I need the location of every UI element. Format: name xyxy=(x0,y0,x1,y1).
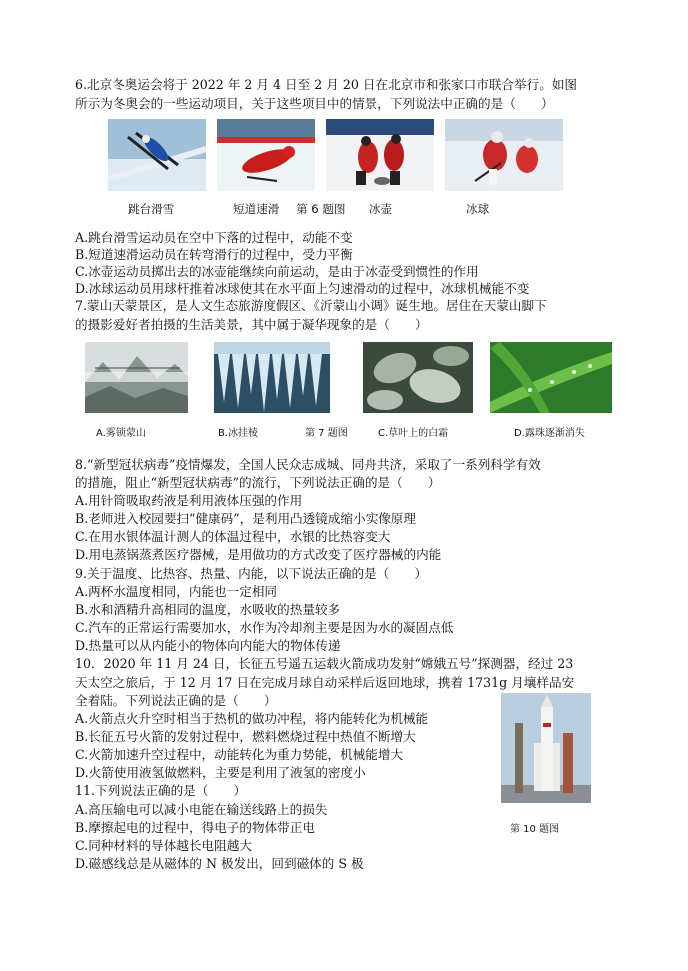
q8-option-d: D.用电蒸锅蒸煮医疗器械，是用做功的方式改变了医疗器械的内能 xyxy=(75,547,442,562)
q9-option-b: B.水和酒精升高相同的温度，水吸收的热量较多 xyxy=(75,602,341,617)
curling-photo xyxy=(326,119,434,191)
q10-option-c: C.火箭加速升空过程中，动能转化为重力势能，机械能增大 xyxy=(75,747,404,762)
q6-caption-curling: 冰壶 xyxy=(369,202,393,216)
dew-grass-photo xyxy=(490,342,612,413)
q8-option-b: B.老师进入校园要扫“健康码”，是利用凸透镜成缩小实像原理 xyxy=(75,511,416,526)
q7-stem-line-2: 的摄影爱好者拍摄的生活美景，其中属于凝华现象的是（ ） xyxy=(75,317,428,332)
frost-leaves-photo xyxy=(363,342,473,413)
q7-stem-line-1: 7.蒙山天蒙景区，是人文生态旅游度假区、《沂蒙山小调》诞生地。居住在天蒙山脚下 xyxy=(75,298,547,313)
q10-stem-line-1: 10．2020 年 11 月 24 日，长征五号遥五运载火箭成功发射“嫦娥五号”探测器，经过 23 xyxy=(75,656,574,671)
q6-option-b: B.短道速滑运动员在转弯滑行的过程中，受力平衡 xyxy=(75,247,353,262)
q6-option-a: A.跳台滑雪运动员在空中下落的过程中，动能不变 xyxy=(75,230,353,245)
q6-stem-line-1: 6.北京冬奥运会将于 2022 年 2 月 4 日至 2 月 20 日在北京市和张家口市联合举行。如图 xyxy=(75,77,577,92)
q10-option-a: A.火箭点火升空时相当于热机的做功冲程，将内能转化为机械能 xyxy=(75,711,429,726)
q11-option-d: D.磁感线总是从磁体的 N 极发出，回到磁体的 S 极 xyxy=(75,856,364,871)
q11-option-a: A.高压输电可以减小电能在输送线路上的损失 xyxy=(75,802,328,817)
q6-option-d: D.冰球运动员用球杆推着冰球使其在水平面上匀速滑动的过程中，冰球机械能不变 xyxy=(75,281,530,296)
ski-jumping-photo xyxy=(108,119,206,191)
q6-caption-ice-hockey: 冰球 xyxy=(466,202,490,216)
q7-caption-d: D.露珠逐渐消失 xyxy=(514,428,585,439)
q11-option-b: B.摩擦起电的过程中，得电子的物体带正电 xyxy=(75,820,315,835)
q6-option-c: C.冰壶运动员掷出去的冰壶能继续向前运动，是由于冰壶受到惯性的作用 xyxy=(75,264,479,279)
q6-figure-label: 第 6 题图 xyxy=(296,202,346,216)
q8-option-a: A.用针筒吸取药液是利用液体压强的作用 xyxy=(75,493,303,508)
q7-caption-c: C.草叶上的白霜 xyxy=(378,428,449,439)
icicles-photo xyxy=(214,342,330,413)
q7-caption-a: A.雾锁蒙山 xyxy=(96,428,146,439)
q11-option-c: C.同种材料的导体越长电阻越大 xyxy=(75,838,252,853)
q9-stem: 9.关于温度、比热容、热量、内能，以下说法正确的是（ ） xyxy=(75,566,428,581)
q9-option-c: C.汽车的正常运行需要加水，水作为冷却剂主要是因为水的凝固点低 xyxy=(75,620,454,635)
q8-stem-line-1: 8.“新型冠状病毒”疫情爆发，全国人民众志成城、同舟共济，采取了一系列科学有效 xyxy=(75,457,541,472)
q6-stem-line-2: 所示为冬奥会的一些运动项目，关于这些项目中的情景，下列说法中正确的是（ ） xyxy=(75,96,554,111)
q9-option-a: A.两杯水温度相同，内能也一定相同 xyxy=(75,584,278,599)
q7-caption-b: B.冰挂棱 xyxy=(218,428,259,439)
ice-hockey-photo xyxy=(445,119,563,191)
q6-caption-ski-jumping: 跳台滑雪 xyxy=(128,202,175,216)
q8-stem-line-2: 的措施，阻止“新型冠状病毒”的流行，下列说法正确的是（ ） xyxy=(75,475,441,490)
q11-stem: 11.下列说法正确的是（ ） xyxy=(75,783,247,798)
q10-stem-line-3: 全着陆。下列说法正确的是（ ） xyxy=(75,693,277,708)
q10-figure-label: 第 10 题图 xyxy=(510,824,560,835)
q6-caption-short-track: 短道速滑 xyxy=(233,202,280,216)
short-track-photo xyxy=(217,119,315,191)
q8-option-c: C.在用水银体温计测人的体温过程中，水银的比热容变大 xyxy=(75,529,391,544)
fog-mountain-photo xyxy=(85,342,188,413)
rocket-photo xyxy=(501,693,591,803)
q9-option-d: D.热量可以从内能小的物体向内能大的物体传递 xyxy=(75,638,341,653)
q7-figure-label: 第 7 题图 xyxy=(305,428,348,439)
q10-stem-line-2: 天太空之旅后，于 12 月 17 日在完成月球自动采样后返回地球，携着 1731g 月壤样品安 xyxy=(75,675,575,690)
q10-option-d: D.火箭使用液氢做燃料，主要是利用了液氢的密度小 xyxy=(75,765,366,780)
q10-option-b: B.长征五号火箭的发射过程中，燃料燃烧过程中热值不断增大 xyxy=(75,729,416,744)
